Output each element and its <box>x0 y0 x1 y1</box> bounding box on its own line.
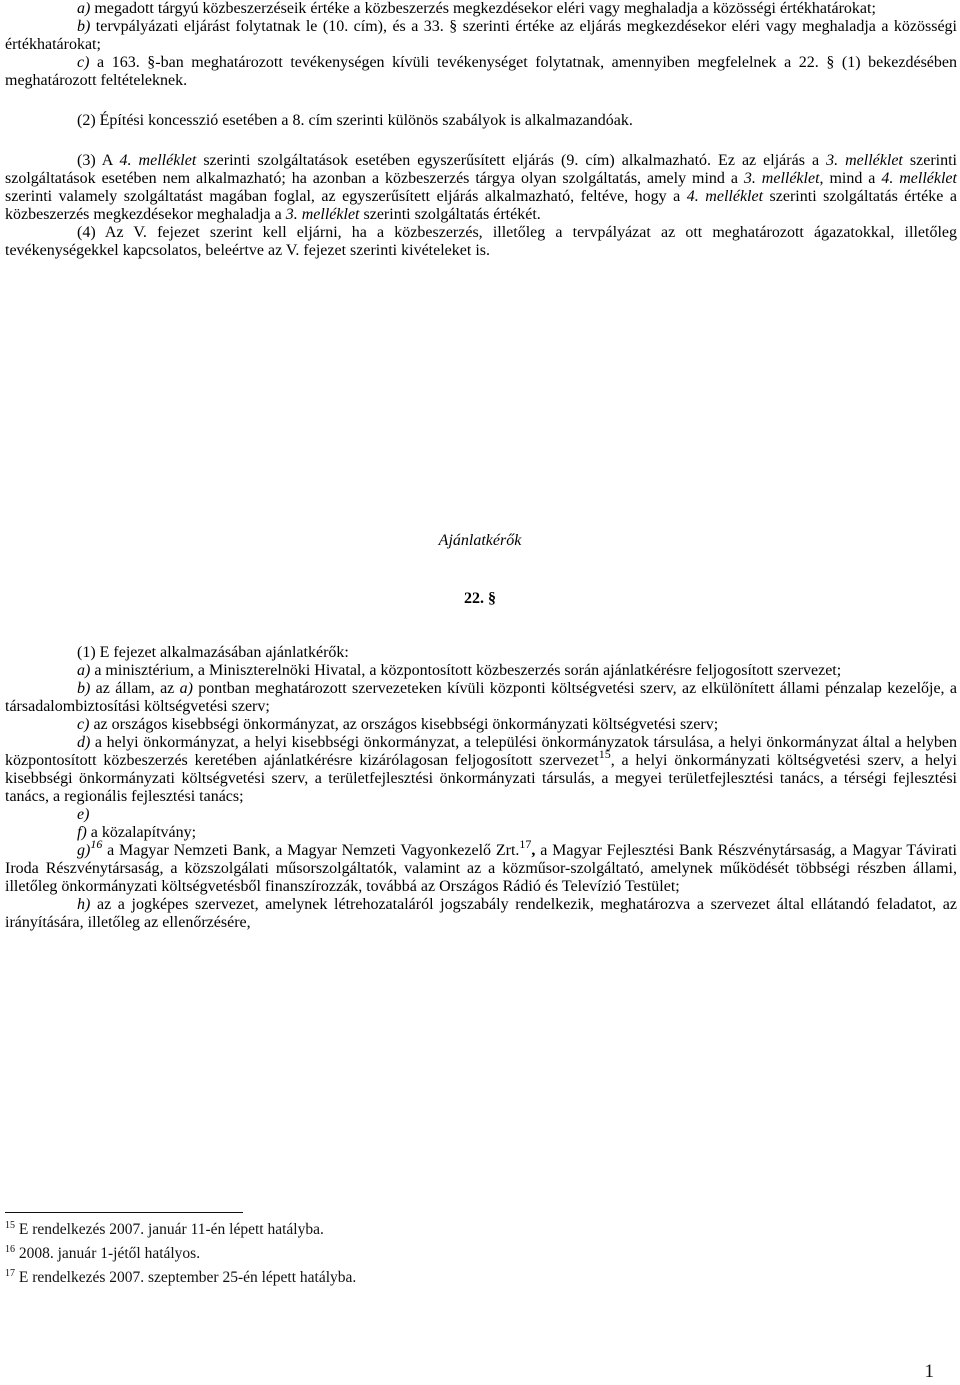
body-item-c-label: c) <box>77 716 90 733</box>
p3-text-a: (3) A <box>77 152 120 169</box>
body-item-e-label: e) <box>77 806 90 823</box>
item-c-text: a 163. §-ban meghatározott tevékenységen kívüli tevékenységet folytatnak, amennyiben megfelelnek a 22. § (1) bekezdésében meghatározott feltételeknek. <box>5 54 957 89</box>
footnote-15-text: E rendelkezés 2007. január 11-én lépett hatályba. <box>15 1221 324 1238</box>
footnote-ref-15[interactable]: 15 <box>598 747 611 761</box>
section-title: Ajánlatkérők <box>438 532 522 549</box>
page-number: 1 <box>924 1361 934 1382</box>
paragraph-3 <box>5 152 957 224</box>
p3-text-b: szerinti szolgáltatások esetében egyszerűsített eljárás (9. cím) alkalmazható. Ez az eljárás a <box>196 152 827 169</box>
p3-text-c: szerinti szolgáltatások esetében nem alkalmazható; ha azonban a közbeszerzés tárgya olyan szolgáltatás, amely mind a <box>5 152 957 187</box>
p3-text-e: szerinti valamely szolgáltatást magában foglal, az egyszerűsített eljárás alkalmazható, feltéve, hogy a <box>5 188 687 205</box>
paragraph-2: (2) Építési koncesszió esetében a 8. cím szerinti különös szabályok is alkalmazandóak. <box>77 112 633 129</box>
body-item-g-text1: a Magyar Nemzeti Bank, a Magyar Nemzeti Vagyonkezelő Zrt. <box>102 842 520 859</box>
body-item-g-text2: a Magyar Fejlesztési Bank Részvénytársaság, a Magyar Távirati Iroda Részvénytársaság, a közszolgálati műsorszolgáltatók, valamint az a közműsor-szolgáltató, amelynek működését többségi részben állami, illetőleg önkormányzati költségvetésből finanszírozzák, továbbá az Országos Rádió és Televízió Testület; <box>5 842 957 895</box>
p3-text-f: szerinti szolgáltatás értéke a közbeszerzés megkezdésekor meghaladja a <box>5 188 957 223</box>
body-item-b-text2: pontban meghatározott szervezeteken kívüli központi költségvetési szerv, az elkülönített állami pénzalap kezelője, a társadalombiztosítási költségvetési szerv; <box>5 680 957 715</box>
footnote-15 <box>5 1220 324 1240</box>
body-item-h <box>5 896 957 932</box>
footnote-ref-17[interactable]: 17 <box>519 837 532 851</box>
footnote-16 <box>5 1244 200 1264</box>
item-c <box>5 54 957 90</box>
body-item-b <box>5 680 957 716</box>
footnote-17-number: 17 <box>5 1268 15 1279</box>
item-a-label: a) <box>77 0 91 17</box>
p3-ref-6: 3. melléklet <box>285 206 360 223</box>
footnote-17-text: E rendelkezés 2007. szeptember 25-én lépett hatályba. <box>15 1269 357 1286</box>
footnote-15-number: 15 <box>5 1220 15 1231</box>
body-item-b-ref: a) <box>179 680 193 697</box>
footnote-17 <box>5 1268 356 1288</box>
p3-text-d: , mind a <box>819 170 882 187</box>
item-b <box>5 18 957 54</box>
body-item-a-label: a) <box>77 662 91 679</box>
item-a-text: megadott tárgyú közbeszerzéseik értéke a közbeszerzés megkezdésekor eléri vagy meghaladja a közösségi értékhatárokat; <box>90 0 876 17</box>
body-paragraph-1: (1) E fejezet alkalmazásában ajánlatkérők: <box>77 644 349 661</box>
body-item-f-text: a közalapítvány; <box>86 824 197 841</box>
section-body <box>5 644 957 932</box>
body-item-c-text: az országos kisebbségi önkormányzat, az országos kisebbségi önkormányzati költségvetési szerv; <box>89 716 719 733</box>
body-item-d-text1: a helyi önkormányzat, a helyi kisebbségi önkormányzat, a települési önkormányzatok társulása, a helyi önkormányzat által a helyben központosított közbeszerzés keretében ajánlatkérésre kizárólagosan feljogosított szervezet <box>5 734 957 769</box>
p3-ref-4: 4. melléklet <box>881 170 957 187</box>
body-item-e <box>5 806 957 824</box>
body-item-g <box>5 837 957 896</box>
p3-ref-3: 3. melléklet <box>743 170 820 187</box>
body-item-g-comma: , <box>531 842 536 859</box>
body-item-f <box>5 824 957 842</box>
body-item-f-label: f) <box>77 824 87 841</box>
body-item-d <box>5 734 957 806</box>
item-b-text: tervpályázati eljárást folytatnak le (10. cím), és a 33. § szerinti értéke az eljárás megkezdésekor eléri vagy meghaladja a közösségi értékhatárokat; <box>5 18 957 53</box>
p3-text-g: szerinti szolgáltatás értékét. <box>359 206 541 223</box>
item-c-label: c) <box>77 54 90 71</box>
footnote-16-text: 2008. január 1-jétől hatályos. <box>15 1245 201 1262</box>
p3-ref-5: 4. melléklet <box>686 188 764 205</box>
footnote-ref-16[interactable]: 16 <box>90 837 103 851</box>
body-item-h-text: az a jogképes szervezet, amelynek létrehozataláról jogszabály rendelkezik, meghatározva a szervezet által ellátandó feladatot, az irányítására, illetőleg az ellenőrzésére, <box>5 896 957 931</box>
body-item-b-text1: az állam, az <box>90 680 180 697</box>
item-a <box>5 0 957 18</box>
body-item-b-label: b) <box>77 680 91 697</box>
body-item-a-text: a minisztérium, a Miniszterelnöki Hivatal, a központosított közbeszerzés során ajánlatkérésre feljogosított szervezet; <box>90 662 842 679</box>
body-item-d-text2: , a helyi önkormányzati költségvetési szerv, a helyi kisebbségi önkormányzati költségvetési szerv, a területfejlesztési önkormányzati társulás, a megyei területfejlesztési tanács, a térségi fejlesztési tanács, a regionális fejlesztési tanács; <box>5 752 958 805</box>
body-item-a <box>5 662 957 680</box>
body-item-g-label: g) <box>77 842 91 859</box>
body-item-d-label: d) <box>77 734 91 751</box>
body-item-h-label: h) <box>77 896 91 913</box>
footnote-separator <box>5 1212 243 1213</box>
body-item-c <box>5 716 957 734</box>
item-b-label: b) <box>77 18 91 35</box>
p3-ref-1: 4. melléklet <box>119 152 197 169</box>
top-paragraphs <box>5 0 957 260</box>
paragraph-4: (4) Az V. fejezet szerint kell eljárni, ha a közbeszerzés, illetőleg a tervpályázat az ott meghatározott ágazatokkal, illetőleg tevékenységekkel kapcsolatos, beleértve az V. fejezet szerinti kivételeket is. <box>5 224 957 259</box>
footnote-16-number: 16 <box>5 1244 15 1255</box>
p3-ref-2: 3. melléklet <box>826 152 903 169</box>
section-number: 22. § <box>464 590 496 607</box>
